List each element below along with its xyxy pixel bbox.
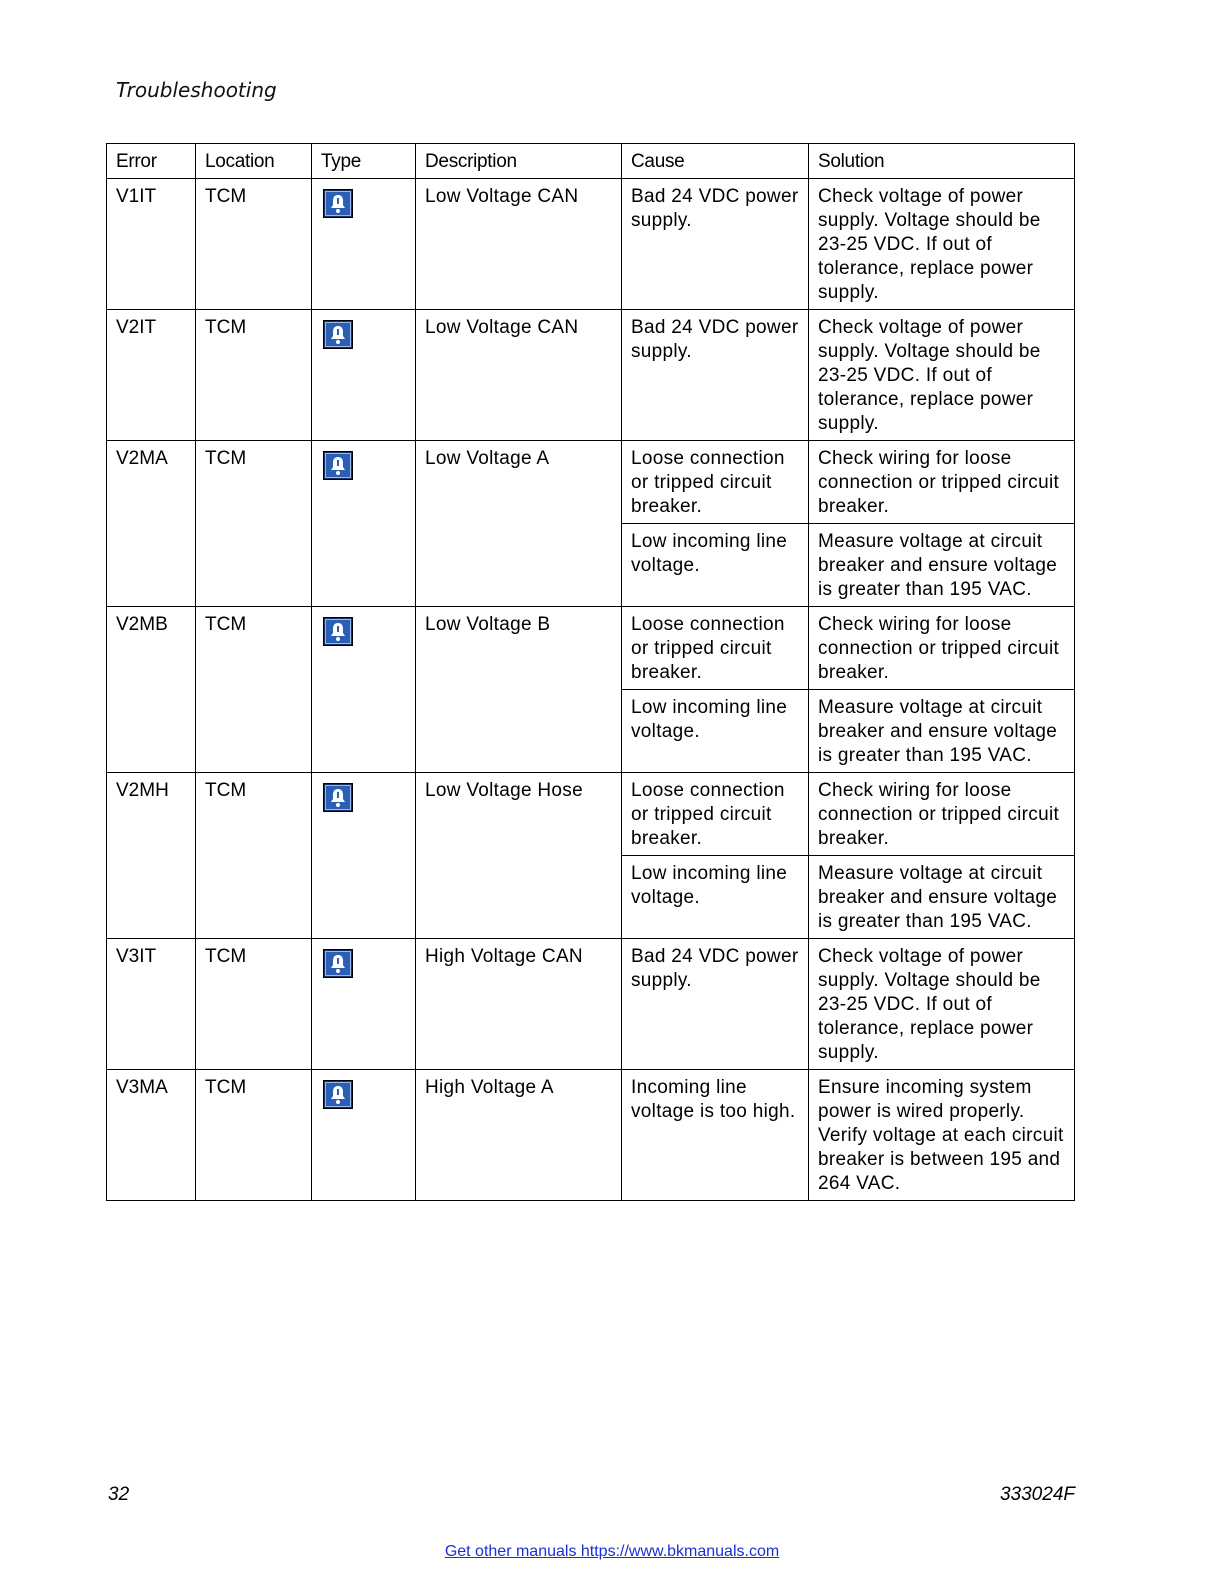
location: TCM — [196, 441, 312, 607]
table-body — [107, 179, 1075, 1201]
troubleshooting-table — [106, 143, 1075, 1201]
solution: Measure voltage at circuit breaker and ensure voltage is greater than 195 VAC. — [809, 856, 1075, 939]
error-code: V1IT — [107, 179, 196, 310]
column-header-description: Description — [416, 144, 622, 179]
error-code: V2IT — [107, 310, 196, 441]
alarm-bell-icon — [323, 783, 353, 812]
location: TCM — [196, 1070, 312, 1201]
column-header-cause: Cause — [622, 144, 809, 179]
page-number: 32 — [108, 1484, 130, 1505]
description: Low Voltage A — [416, 441, 622, 607]
error-code: V2MA — [107, 441, 196, 607]
error-code: V2MB — [107, 607, 196, 773]
solution: Check voltage of power supply. Voltage should be 23-25 VDC. If out of tolerance, replace power supply. — [809, 939, 1075, 1070]
cause: Incoming line voltage is too high. — [622, 1070, 809, 1201]
table-row — [107, 607, 1075, 690]
alarm-bell-icon — [323, 1080, 353, 1109]
cause: Loose connection or tripped circuit breaker. — [622, 607, 809, 690]
footer-link-container — [0, 1543, 1224, 1561]
solution: Check voltage of power supply. Voltage should be 23-25 VDC. If out of tolerance, replace power supply. — [809, 310, 1075, 441]
description: High Voltage CAN — [416, 939, 622, 1070]
alarm-bell-icon — [323, 451, 353, 480]
location: TCM — [196, 607, 312, 773]
column-header-type: Type — [312, 144, 416, 179]
solution: Check wiring for loose connection or tripped circuit breaker. — [809, 441, 1075, 524]
cause: Low incoming line voltage. — [622, 856, 809, 939]
cause: Low incoming line voltage. — [622, 690, 809, 773]
alarm-bell-icon — [323, 617, 353, 646]
table-header-row — [107, 144, 1075, 179]
type-cell — [312, 939, 416, 1070]
cause: Bad 24 VDC power supply. — [622, 939, 809, 1070]
solution: Check voltage of power supply. Voltage should be 23-25 VDC. If out of tolerance, replace power supply. — [809, 179, 1075, 310]
column-header-error: Error — [107, 144, 196, 179]
alarm-bell-icon — [323, 320, 353, 349]
alarm-bell-icon — [323, 189, 353, 218]
solution: Ensure incoming system power is wired properly. Verify voltage at each circuit breaker is between 195 and 264 VAC. — [809, 1070, 1075, 1201]
type-cell — [312, 773, 416, 939]
cause: Bad 24 VDC power supply. — [622, 179, 809, 310]
error-code: V3IT — [107, 939, 196, 1070]
solution: Check wiring for loose connection or tripped circuit breaker. — [809, 773, 1075, 856]
error-code: V2MH — [107, 773, 196, 939]
cause: Bad 24 VDC power supply. — [622, 310, 809, 441]
table-row — [107, 939, 1075, 1070]
table-row — [107, 773, 1075, 856]
column-header-location: Location — [196, 144, 312, 179]
type-cell — [312, 607, 416, 773]
table-row — [107, 179, 1075, 310]
location: TCM — [196, 179, 312, 310]
cause: Loose connection or tripped circuit breaker. — [622, 441, 809, 524]
solution: Check wiring for loose connection or tripped circuit breaker. — [809, 607, 1075, 690]
error-code: V3MA — [107, 1070, 196, 1201]
cause: Loose connection or tripped circuit breaker. — [622, 773, 809, 856]
solution: Measure voltage at circuit breaker and ensure voltage is greater than 195 VAC. — [809, 690, 1075, 773]
location: TCM — [196, 939, 312, 1070]
description: Low Voltage CAN — [416, 310, 622, 441]
manuals-link[interactable]: Get other manuals https://www.bkmanuals.com — [444, 1543, 780, 1560]
table-row — [107, 310, 1075, 441]
description: High Voltage A — [416, 1070, 622, 1201]
type-cell — [312, 179, 416, 310]
description: Low Voltage B — [416, 607, 622, 773]
table-row — [107, 1070, 1075, 1201]
type-cell — [312, 441, 416, 607]
table-row — [107, 441, 1075, 524]
document-number: 333024F — [999, 1484, 1075, 1505]
cause: Low incoming line voltage. — [622, 524, 809, 607]
alarm-bell-icon — [323, 949, 353, 978]
type-cell — [312, 310, 416, 441]
description: Low Voltage Hose — [416, 773, 622, 939]
location: TCM — [196, 310, 312, 441]
solution: Measure voltage at circuit breaker and ensure voltage is greater than 195 VAC. — [809, 524, 1075, 607]
type-cell — [312, 1070, 416, 1201]
column-header-solution: Solution — [809, 144, 1075, 179]
location: TCM — [196, 773, 312, 939]
description: Low Voltage CAN — [416, 179, 622, 310]
section-title: Troubleshooting — [116, 78, 277, 102]
